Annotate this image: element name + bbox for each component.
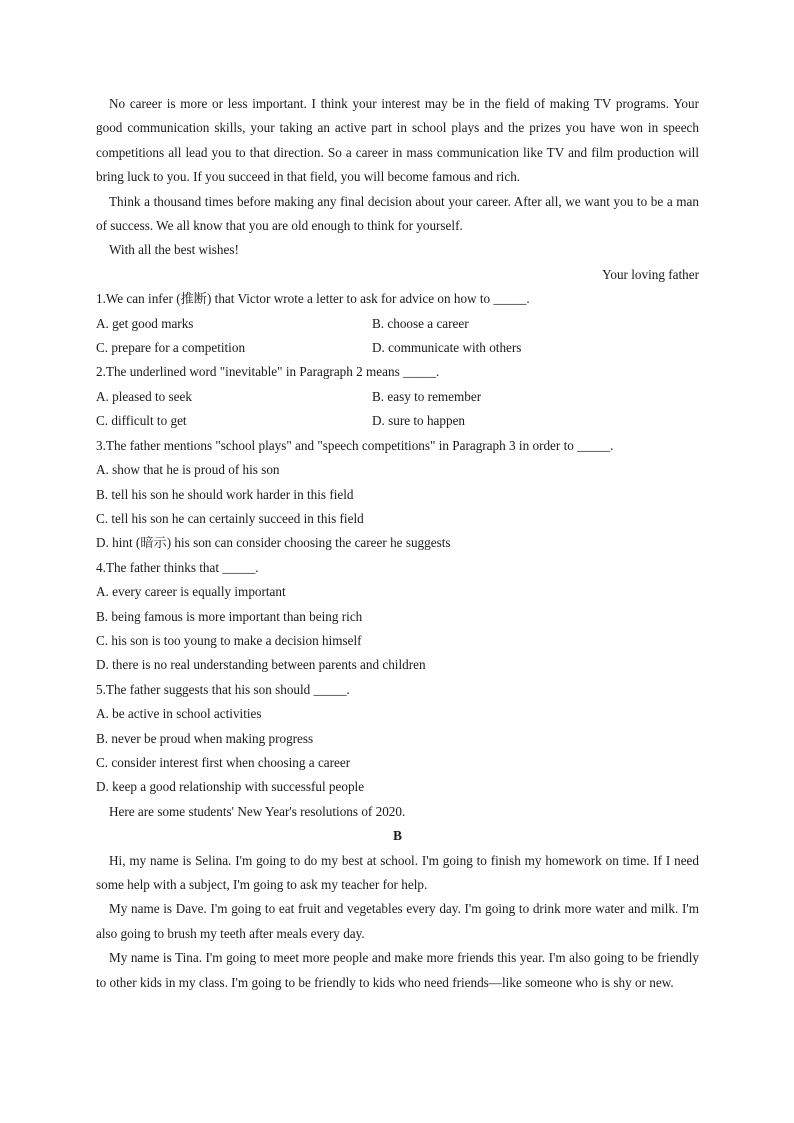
- question-5-option-c: C. consider interest first when choosing a career: [96, 754, 351, 770]
- question-4-stem: 4.The father thinks that _____.: [96, 559, 259, 575]
- letter-closing: With all the best wishes!: [109, 242, 239, 258]
- question-1-option-c: C. prepare for a competition: [96, 340, 246, 356]
- question-5-option-a: A. be active in school activities: [96, 706, 262, 722]
- section-b-title: B: [393, 828, 402, 844]
- passage-a-paragraph-2: Think a thousand times before making any final decision about your career. After all, we want you to be a man of success. We all know that you are old enough to think for yourself.: [96, 193, 699, 234]
- question-3-option-a: A. show that he is proud of his son: [96, 462, 280, 478]
- section-b-paragraph-selina: Hi, my name is Selina. I'm going to do my best at school. I'm going to finish my homework on time. If I need some help with a subject, I'm going to ask my teacher for help.: [96, 852, 699, 892]
- question-2-option-d: D. sure to happen: [372, 413, 466, 429]
- section-b-paragraph-dave: My name is Dave. I'm going to eat fruit and vegetables every day. I'm going to drink more water and milk. I'm also going to brush my teeth after meals every day.: [96, 901, 699, 941]
- section-b-intro: Here are some students' New Year's resolutions of 2020.: [109, 803, 406, 819]
- question-3-option-b: B. tell his son he should work harder in this field: [96, 486, 354, 502]
- question-3-option-d: D. hint (暗示) his son can consider choosing the career he suggests: [96, 535, 451, 551]
- question-3-stem: 3.The father mentions "school plays" and "speech competitions" in Paragraph 3 in order to _____.: [96, 437, 614, 453]
- question-3-option-c: C. tell his son he can certainly succeed in this field: [96, 510, 364, 526]
- question-2-options: [96, 385, 699, 409]
- question-2-option-b: B. easy to remember: [372, 388, 482, 404]
- letter-signature: Your loving father: [602, 266, 699, 282]
- question-4-option-a: A. every career is equally important: [96, 584, 286, 600]
- document-page: [96, 92, 699, 995]
- question-4-option-b: B. being famous is more important than being rich: [96, 608, 363, 624]
- question-5-option-d: D. keep a good relationship with successful people: [96, 779, 365, 795]
- question-5-option-b: B. never be proud when making progress: [96, 730, 314, 746]
- section-b-paragraph-tina: My name is Tina. I'm going to meet more people and make more friends this year. I'm also going to be friendly to other kids in my class. I'm going to be friendly to kids who need friends—like someone who is shy or new.: [96, 950, 699, 990]
- question-1-option-a: A. get good marks: [96, 315, 194, 331]
- question-2-options: [96, 409, 699, 433]
- question-1-option-b: B. choose a career: [372, 315, 469, 331]
- question-4-option-c: C. his son is too young to make a decision himself: [96, 632, 362, 648]
- question-1-stem: 1.We can infer (推断) that Victor wrote a letter to ask for advice on how to _____.: [96, 291, 530, 307]
- question-1-options: [96, 312, 699, 336]
- question-2-option-c: C. difficult to get: [96, 413, 187, 429]
- question-5-stem: 5.The father suggests that his son should _____.: [96, 681, 350, 697]
- passage-a-paragraph-1: No career is more or less important. I think your interest may be in the field of making TV programs. Your good communication skills, your taking an active part in school plays and the prizes you have won in speech competitions all lead you to that direction. So a career in mass communication like TV and film production will bring luck to you. If you succeed in that field, you will become famous and rich.: [96, 96, 699, 185]
- question-2-option-a: A. pleased to seek: [96, 388, 192, 404]
- question-1-options: [96, 336, 699, 360]
- question-1-option-d: D. communicate with others: [372, 340, 522, 356]
- question-2-stem: 2.The underlined word "inevitable" in Paragraph 2 means _____.: [96, 364, 440, 380]
- question-4-option-d: D. there is no real understanding between parents and children: [96, 657, 426, 673]
